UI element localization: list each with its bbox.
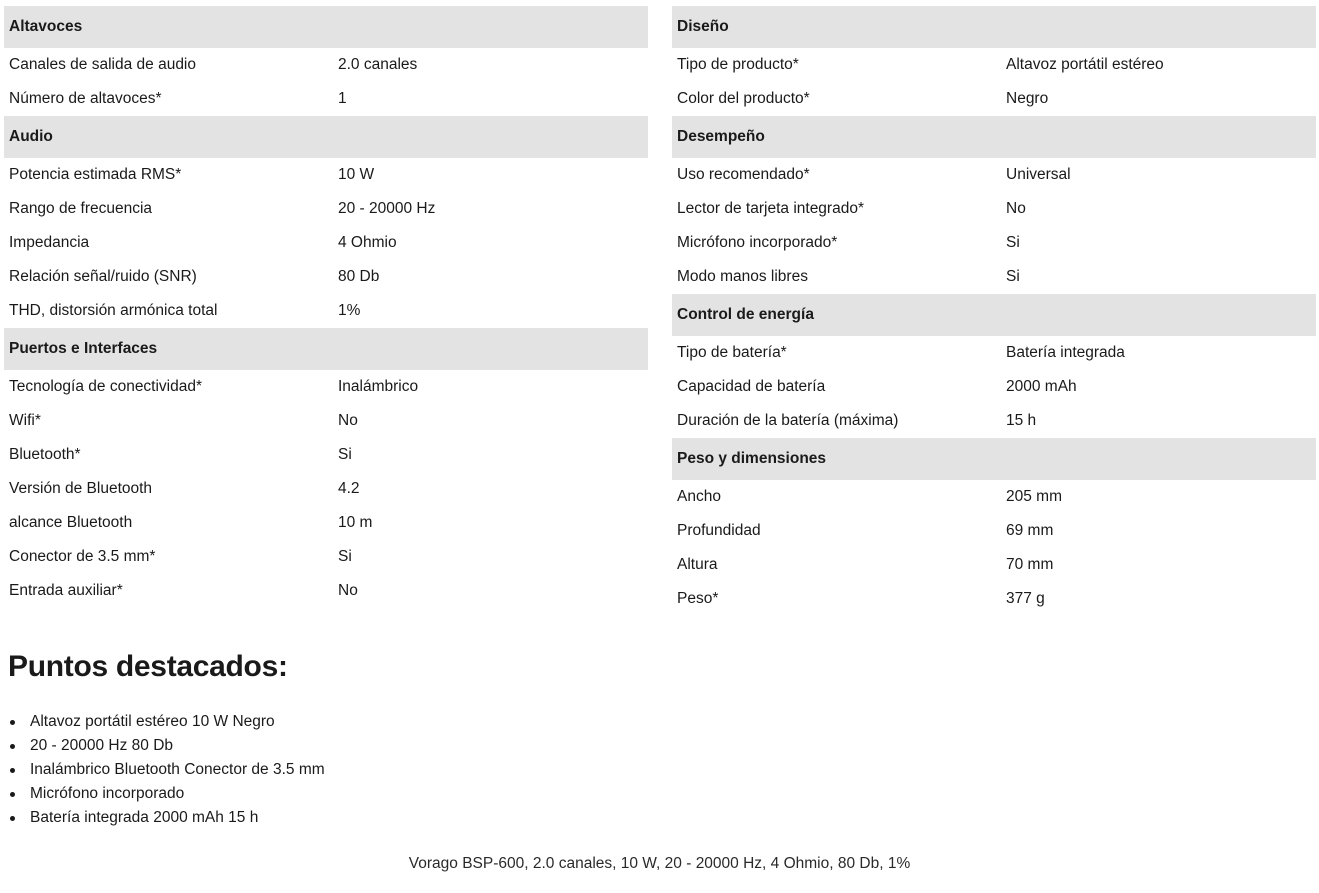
spec-row [4, 472, 648, 506]
section-header-puertos: Puertos e Interfaces [4, 328, 648, 370]
spec-row [4, 540, 648, 574]
spec-row [4, 226, 648, 260]
spec-label: Color del producto* [677, 90, 810, 107]
list-item [8, 734, 325, 758]
spec-label: Modo manos libres [677, 268, 808, 285]
spec-value: 1 [338, 90, 347, 107]
specs-left-column [4, 6, 648, 616]
spec-value: Si [338, 446, 352, 463]
spec-value: 4 Ohmio [338, 234, 397, 251]
spec-value: 80 Db [338, 268, 380, 285]
spec-row [672, 192, 1316, 226]
spec-label: Tecnología de conectividad* [9, 378, 203, 395]
spec-label: Wifi* [9, 412, 41, 429]
spec-row [672, 158, 1316, 192]
list-item-text: Altavoz portátil estéreo 10 W Negro [30, 713, 275, 730]
spec-value: Si [1006, 268, 1020, 285]
section-header-altavoces: Altavoces [4, 6, 648, 48]
spec-row [672, 582, 1316, 616]
spec-row [672, 404, 1316, 438]
spec-row [4, 404, 648, 438]
spec-label: Altura [677, 556, 718, 573]
spec-label: Lector de tarjeta integrado* [677, 200, 864, 217]
spec-row [4, 574, 648, 608]
spec-value: 10 m [338, 514, 373, 531]
spec-row [4, 82, 648, 116]
spec-value: 15 h [1006, 412, 1037, 429]
list-item [8, 782, 325, 806]
section-header-diseno: Diseño [672, 6, 1316, 48]
spec-label: Conector de 3.5 mm* [9, 548, 156, 565]
specifications-table [4, 6, 1316, 616]
list-item-text: Inalámbrico Bluetooth Conector de 3.5 mm [30, 761, 325, 778]
spec-value: 20 - 20000 Hz [338, 200, 436, 217]
spec-label: Duración de la batería (máxima) [677, 412, 899, 429]
section-header-desempeno: Desempeño [672, 116, 1316, 158]
spec-value: 70 mm [1006, 556, 1054, 573]
spec-label: Bluetooth* [9, 446, 81, 463]
spec-value: Universal [1006, 166, 1071, 183]
spec-value: 205 mm [1006, 488, 1062, 505]
spec-row [4, 370, 648, 404]
bullet-icon [10, 768, 15, 773]
bullet-icon [10, 792, 15, 797]
list-item [8, 758, 325, 782]
highlights-heading: Puntos destacados: [8, 650, 288, 683]
spec-row [4, 438, 648, 472]
spec-value: No [338, 412, 358, 429]
spec-label: Tipo de batería* [677, 344, 787, 361]
spec-value: 10 W [338, 166, 375, 183]
spec-label: Profundidad [677, 522, 761, 539]
highlights-list [8, 710, 325, 830]
spec-row [4, 158, 648, 192]
spec-value: 2000 mAh [1006, 378, 1077, 395]
spec-label: Ancho [677, 488, 721, 505]
spec-label: Entrada auxiliar* [9, 582, 123, 599]
spec-row [4, 260, 648, 294]
spec-label: Micrófono incorporado* [677, 234, 838, 251]
section-header-peso: Peso y dimensiones [672, 438, 1316, 480]
spec-value: 1% [338, 302, 361, 319]
spec-row [672, 48, 1316, 82]
spec-label: Impedancia [9, 234, 90, 251]
spec-value: Negro [1006, 90, 1049, 107]
spec-row [4, 192, 648, 226]
spec-row [4, 294, 648, 328]
spec-row [672, 226, 1316, 260]
section-header-energia: Control de energía [672, 294, 1316, 336]
spec-value: Si [1006, 234, 1020, 251]
spec-value: Batería integrada [1006, 344, 1125, 361]
list-item-text: Batería integrada 2000 mAh 15 h [30, 809, 259, 826]
spec-label: Número de altavoces* [9, 90, 162, 107]
spec-value: Inalámbrico [338, 378, 419, 395]
list-item-text: 20 - 20000 Hz 80 Db [30, 737, 174, 754]
spec-value: Si [338, 548, 352, 565]
spec-row [672, 82, 1316, 116]
spec-row [672, 480, 1316, 514]
spec-label: Tipo de producto* [677, 56, 799, 73]
bullet-icon [10, 744, 15, 749]
spec-label: Canales de salida de audio [9, 56, 196, 73]
spec-label: Peso* [677, 590, 719, 607]
spec-row [672, 336, 1316, 370]
spec-label: Versión de Bluetooth [9, 480, 153, 497]
spec-label: Rango de frecuencia [9, 200, 153, 217]
spec-row [4, 506, 648, 540]
spec-label: alcance Bluetooth [9, 514, 133, 531]
spec-label: Capacidad de batería [677, 378, 826, 395]
spec-row [672, 548, 1316, 582]
spec-value: No [1006, 200, 1026, 217]
spec-row [672, 514, 1316, 548]
spec-row [4, 48, 648, 82]
spec-row [672, 260, 1316, 294]
spec-label: THD, distorsión armónica total [9, 302, 218, 319]
spec-label: Potencia estimada RMS* [9, 166, 182, 183]
spec-value: Altavoz portátil estéreo [1006, 56, 1164, 73]
specs-right-column [672, 6, 1316, 616]
list-item [8, 806, 325, 830]
bullet-icon [10, 720, 15, 725]
spec-value: 2.0 canales [338, 56, 418, 73]
spec-value: 69 mm [1006, 522, 1054, 539]
spec-value: 377 g [1006, 590, 1045, 607]
spec-value: No [338, 582, 358, 599]
spec-label: Relación señal/ruido (SNR) [9, 268, 197, 285]
list-item-text: Micrófono incorporado [30, 785, 185, 802]
spec-label: Uso recomendado* [677, 166, 810, 183]
bullet-icon [10, 816, 15, 821]
spec-row [672, 370, 1316, 404]
spec-value: 4.2 [338, 480, 360, 497]
list-item [8, 710, 325, 734]
product-summary: Vorago BSP-600, 2.0 canales, 10 W, 20 - 20000 Hz, 4 Ohmio, 80 Db, 1% [408, 855, 911, 872]
section-header-audio: Audio [4, 116, 648, 158]
